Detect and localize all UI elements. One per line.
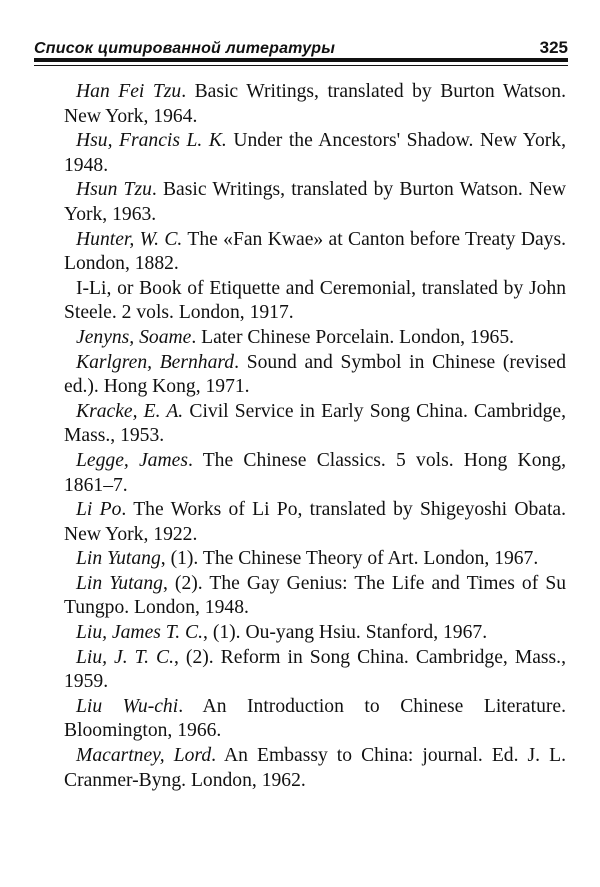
entry-text: , (2). Reform in Song China. Cambridge, Mass., 1959. bbox=[64, 646, 566, 693]
bibliography-entry bbox=[64, 498, 566, 547]
entry-text: . An Introduction to Chinese Literature. Bloomington, 1966. bbox=[64, 695, 566, 742]
bibliography-entry bbox=[64, 547, 566, 572]
bibliography-entry bbox=[64, 351, 566, 400]
bibliography-entry bbox=[64, 277, 566, 326]
entry-author: Han Fei Tzu bbox=[76, 81, 182, 102]
entry-text: . Basic Writings, translated by Burton Watson. New York, 1964. bbox=[64, 81, 566, 127]
bibliography-entry bbox=[64, 129, 566, 178]
bibliography-entry bbox=[64, 695, 566, 744]
bibliography-entry bbox=[64, 449, 566, 498]
entry-text: . Basic Writings, translated by Burton Watson. New York, 1963. bbox=[64, 179, 566, 225]
entry-text: . Later Chinese Porcelain. London, 1965. bbox=[191, 326, 515, 348]
running-title: Список цитированной литературы bbox=[34, 40, 336, 57]
bibliography-entry bbox=[64, 400, 566, 449]
entry-text: . Sound and Symbol in Chinese (revised ed.). Hong Kong, 1971. bbox=[64, 351, 567, 398]
bibliography-entry bbox=[64, 228, 566, 277]
entry-author: Kracke, E. A. bbox=[76, 400, 184, 422]
entry-author: Karlgren, Bernhard bbox=[76, 351, 235, 373]
bibliography-entry bbox=[64, 572, 566, 621]
entry-author: Hunter, W. C. bbox=[76, 228, 183, 250]
entry-author: Liu, J. T. C. bbox=[76, 646, 174, 668]
entry-text: Under the Ancestors' Shadow. New York, 1948. bbox=[64, 130, 566, 176]
entry-author: Li Po bbox=[76, 499, 122, 521]
bibliography-entry bbox=[64, 744, 566, 793]
entry-author: Lin Yutang bbox=[76, 548, 161, 570]
header-rule-thick bbox=[34, 58, 568, 62]
running-header bbox=[34, 28, 568, 58]
bibliography-list bbox=[64, 80, 566, 793]
entry-text: . An Embassy to China: journal. Ed. J. L. Cranmer-Byng. London, 1962. bbox=[64, 745, 566, 791]
entry-author: Hsun Tzu bbox=[76, 179, 152, 201]
entry-author: Liu, James T. C. bbox=[76, 622, 204, 644]
entry-author: Lin Yutang bbox=[76, 572, 163, 594]
entry-author: Liu Wu-chi bbox=[76, 695, 179, 717]
bibliography-entry bbox=[64, 178, 566, 227]
entry-text: , (2). The Gay Genius: The Life and Times of Su Tungpo. London, 1948. bbox=[64, 572, 567, 619]
entry-text: The «Fan Kwae» at Canton before Treaty Days. London, 1882. bbox=[64, 228, 566, 275]
entry-text: Civil Service in Early Song China. Cambridge, Mass., 1953. bbox=[64, 400, 566, 447]
page-number: 325 bbox=[539, 38, 568, 57]
entry-author: Legge, James bbox=[76, 449, 188, 471]
entry-text: . The Chinese Classics. 5 vols. Hong Kong, 1861–7. bbox=[64, 449, 566, 496]
entry-text: I-Li, or Book of Etiquette and Ceremonial, translated by John Steele. 2 vols. London, 1917. bbox=[64, 277, 566, 324]
entry-text: , (1). Ou-yang Hsiu. Stanford, 1967. bbox=[203, 622, 488, 644]
header-rule-thin bbox=[34, 65, 568, 66]
bibliography-entry bbox=[64, 326, 566, 351]
entry-author: Hsu, Francis L. K. bbox=[76, 130, 227, 152]
entry-author: Jenyns, Soame bbox=[76, 326, 192, 348]
entry-text: , (1). The Chinese Theory of Art. London, 1967. bbox=[160, 548, 539, 570]
bibliography-entry bbox=[64, 621, 566, 646]
bibliography-entry bbox=[64, 646, 566, 695]
entry-text: . The Works of Li Po, translated by Shigeyoshi Obata. New York, 1922. bbox=[64, 499, 567, 545]
entry-author: Macartney, Lord bbox=[76, 745, 212, 767]
bibliography-entry bbox=[64, 80, 566, 129]
